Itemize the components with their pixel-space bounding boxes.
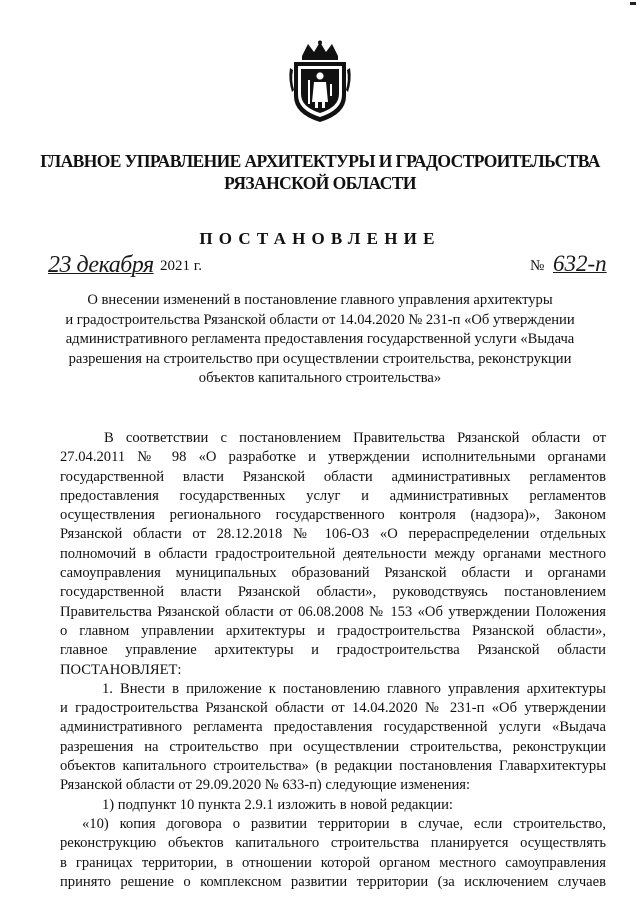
subject-line: разрешения на строительство при осуществлении строительства, реконструкции (68, 350, 572, 367)
handwritten-date: 23 декабря (48, 252, 154, 278)
body-line: самоуправления муниципальных образований Рязанской области и органами (60, 565, 606, 582)
organization-name-line2: РЯЗАНСКОЙ ОБЛАСТИ (224, 173, 416, 193)
number-sign: № (530, 258, 545, 274)
body-line: 1. Внести в приложение к постановлению главного управления архитектуры (102, 680, 606, 697)
body-line: предоставления государственных услуг и административных регламентов (60, 487, 606, 504)
coat-of-arms-icon (288, 40, 352, 124)
body-line: 1) подпункт 10 пункта 2.9.1 изложить в новой редакции: (102, 796, 453, 813)
body-line: 27.04.2011 № 98 «О разработке и утверждении исполнительными органами (60, 449, 606, 466)
body-line: государственной власти Рязанской области», руководствуясь постановлением (60, 584, 606, 601)
body-line: полномочий в области градостроительной деятельности между органами местного (60, 545, 606, 562)
subject-line: и градостроительства Рязанской области от 14.04.2020 № 231-п «Об утверждении (65, 311, 575, 328)
body-line: административного регламента предоставления государственной услуги «Выдача (60, 719, 606, 736)
body-line: Рязанской области от 29.09.2020 № 633-п) следующие изменения: (60, 777, 471, 794)
body-line: ПОСТАНОВЛЯЕТ: (60, 661, 182, 678)
document-type-title: ПОСТАНОВЛЕНИЕ (199, 229, 441, 248)
scan-mark (630, 2, 636, 5)
subject-line: О внесении изменений в постановление главного управления архитектуры (87, 292, 553, 308)
body-line: государственной власти Рязанской области административных регламентов (60, 468, 606, 485)
body-line: Правительства Рязанской области от 06.08.2008 № 153 «Об утверждении Положения (60, 603, 606, 620)
body-line: осуществления регионального государственного контроля (надзора)», Законом (60, 507, 606, 524)
document-subject (60, 291, 580, 389)
handwritten-document-number: 632-п (553, 251, 607, 276)
body-line: В соответствии с постановлением Правительства Рязанской области от (104, 430, 606, 446)
subject-line: административного регламента предоставления государственной услуги «Выдача (65, 331, 575, 348)
body-line: главное управление архитектуры и градостроительства Рязанской области (60, 642, 606, 659)
body-line: принято решение о комплексном развитии территории (за исключением случаев (60, 873, 606, 890)
body-line: реконструкцию объектов капитального строительства планируется осуществлять (60, 835, 606, 852)
body-line: о главном управлении архитектуры и градостроительства Рязанской области», (60, 622, 606, 639)
body-line: в границах территории, в отношении которой органом местного самоуправления (60, 854, 606, 871)
body-line: разрешения на строительство при осуществлении строительства, реконструкции (60, 738, 606, 755)
body-line: и градостроительства Рязанской области от 14.04.2020 № 231-п «Об утверждении (60, 700, 606, 717)
document-body (60, 429, 606, 892)
body-line: «10) копия договора о развитии территории в случае, если строительство, (82, 815, 606, 832)
body-line: Рязанской области от 28.12.2018 № 106-ОЗ «О перераспределении отдельных (60, 526, 606, 543)
date-year: 2021 г. (160, 258, 202, 274)
body-line: объектов капитального строительства» (в редакции постановления Главархитектуры (60, 758, 606, 775)
organization-name-line1: ГЛАВНОЕ УПРАВЛЕНИЕ АРХИТЕКТУРЫ И ГРАДОСТРОИТЕЛЬСТВА (40, 151, 600, 171)
subject-line: объектов капитального строительства» (198, 370, 442, 387)
